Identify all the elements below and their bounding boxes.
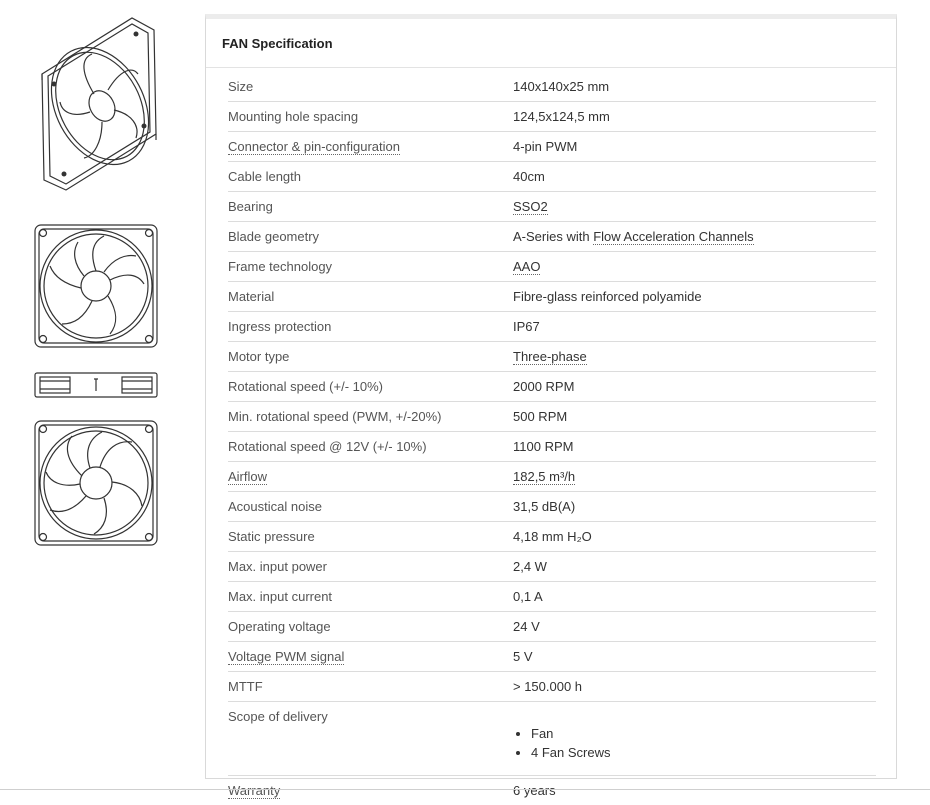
spec-row-cable-length bbox=[228, 162, 876, 192]
spec-row-bearing bbox=[228, 192, 876, 222]
spec-row-ingress-protection bbox=[228, 312, 876, 342]
list-item: • 4 Fan Screws bbox=[531, 743, 610, 762]
spec-value: 500 RPM bbox=[513, 409, 568, 424]
spec-value-prefix: A-Series with bbox=[513, 229, 594, 244]
spec-label: Bearing bbox=[228, 199, 273, 214]
spec-row-material bbox=[228, 282, 876, 312]
airflow-value-link[interactable]: 182,5 m³/h bbox=[513, 469, 576, 484]
spec-label: Static pressure bbox=[228, 529, 315, 544]
spec-row-airflow bbox=[228, 462, 876, 492]
spec-row-min-rotational-speed bbox=[228, 402, 876, 432]
spec-row-connector bbox=[228, 132, 876, 162]
spec-label: Blade geometry bbox=[228, 229, 320, 244]
spec-label: Rotational speed @ 12V (+/- 10%) bbox=[228, 439, 427, 454]
airflow-info-link[interactable]: Airflow bbox=[228, 469, 268, 484]
spec-label: Scope of delivery bbox=[228, 709, 328, 724]
flow-acceleration-channels-link[interactable]: Flow Acceleration Channels bbox=[593, 229, 754, 244]
spec-value: 24 V bbox=[513, 619, 540, 634]
spec-value: 1100 RPM bbox=[513, 439, 574, 454]
spec-row-warranty bbox=[228, 776, 876, 805]
spec-value: 40cm bbox=[513, 169, 545, 184]
bearing-info-link[interactable]: SSO2 bbox=[513, 199, 548, 214]
fan-specification-panel bbox=[205, 14, 897, 798]
spec-value: Fibre-glass reinforced polyamide bbox=[513, 289, 702, 304]
spec-label: Size bbox=[228, 79, 254, 94]
spec-value: 6 years bbox=[513, 783, 556, 798]
list-item: • Fan bbox=[531, 724, 610, 743]
spec-row-acoustical-noise bbox=[228, 492, 876, 522]
spec-label: Operating voltage bbox=[228, 619, 331, 634]
spec-value: 2000 RPM bbox=[513, 379, 575, 394]
spec-value: 4,18 mm H₂O bbox=[513, 529, 592, 544]
spec-value: 124,5x124,5 mm bbox=[513, 109, 610, 124]
spec-table bbox=[228, 72, 876, 805]
spec-value: 5 V bbox=[513, 649, 533, 664]
spec-value: > 150.000 h bbox=[513, 679, 583, 694]
spec-row-mttf bbox=[228, 672, 876, 702]
spec-label: MTTF bbox=[228, 679, 263, 694]
spec-value: IP67 bbox=[513, 319, 540, 334]
fan-perspective-drawing bbox=[32, 14, 160, 194]
spec-label: Cable length bbox=[228, 169, 301, 184]
spec-value: 0,1 A bbox=[513, 589, 543, 604]
page-bottom-divider bbox=[0, 789, 930, 790]
spec-label: Max. input power bbox=[228, 559, 327, 574]
spec-row-frame-technology bbox=[228, 252, 876, 282]
spec-row-operating-voltage bbox=[228, 612, 876, 642]
fan-front-view-drawing bbox=[34, 224, 158, 348]
spec-row-max-input-power bbox=[228, 552, 876, 582]
spec-label: Ingress protection bbox=[228, 319, 332, 334]
connector-info-link[interactable]: Connector & pin-configuration bbox=[228, 139, 400, 154]
spec-value: 140x140x25 mm bbox=[513, 79, 610, 94]
spec-label: Material bbox=[228, 289, 275, 304]
voltage-pwm-signal-info-link[interactable]: Voltage PWM signal bbox=[228, 649, 345, 664]
spec-row-static-pressure bbox=[228, 522, 876, 552]
delivery-items-list bbox=[513, 724, 610, 762]
spec-row-mounting-hole-spacing bbox=[228, 102, 876, 132]
spec-value: 2,4 W bbox=[513, 559, 547, 574]
spec-row-motor-type bbox=[228, 342, 876, 372]
spec-row-blade-geometry bbox=[228, 222, 876, 252]
three-phase-info-link[interactable]: Three-phase bbox=[513, 349, 587, 364]
spec-label: Frame technology bbox=[228, 259, 333, 274]
spec-row-voltage-pwm-signal bbox=[228, 642, 876, 672]
spec-row-size bbox=[228, 72, 876, 102]
spec-label: Rotational speed (+/- 10%) bbox=[228, 379, 384, 394]
spec-label: Acoustical noise bbox=[228, 499, 322, 514]
spec-label: Mounting hole spacing bbox=[228, 109, 359, 124]
panel-title: FAN Specification bbox=[222, 36, 333, 51]
spec-label: Max. input current bbox=[228, 589, 333, 604]
spec-value bbox=[513, 229, 754, 244]
spec-label: Min. rotational speed (PWM, +/-20%) bbox=[228, 409, 442, 424]
title-divider bbox=[206, 67, 896, 68]
spec-row-max-input-current bbox=[228, 582, 876, 612]
warranty-info-link[interactable]: Warranty bbox=[228, 783, 281, 798]
aao-info-link[interactable]: AAO bbox=[513, 259, 541, 274]
fan-back-view-drawing bbox=[34, 420, 158, 546]
spec-label: Motor type bbox=[228, 349, 290, 364]
spec-row-rotational-speed-12v bbox=[228, 432, 876, 462]
spec-row-rotational-speed bbox=[228, 372, 876, 402]
spec-row-scope-of-delivery bbox=[228, 702, 876, 776]
spec-value: 31,5 dB(A) bbox=[513, 499, 576, 514]
fan-side-view-drawing bbox=[34, 371, 158, 399]
spec-value: 4-pin PWM bbox=[513, 139, 578, 154]
